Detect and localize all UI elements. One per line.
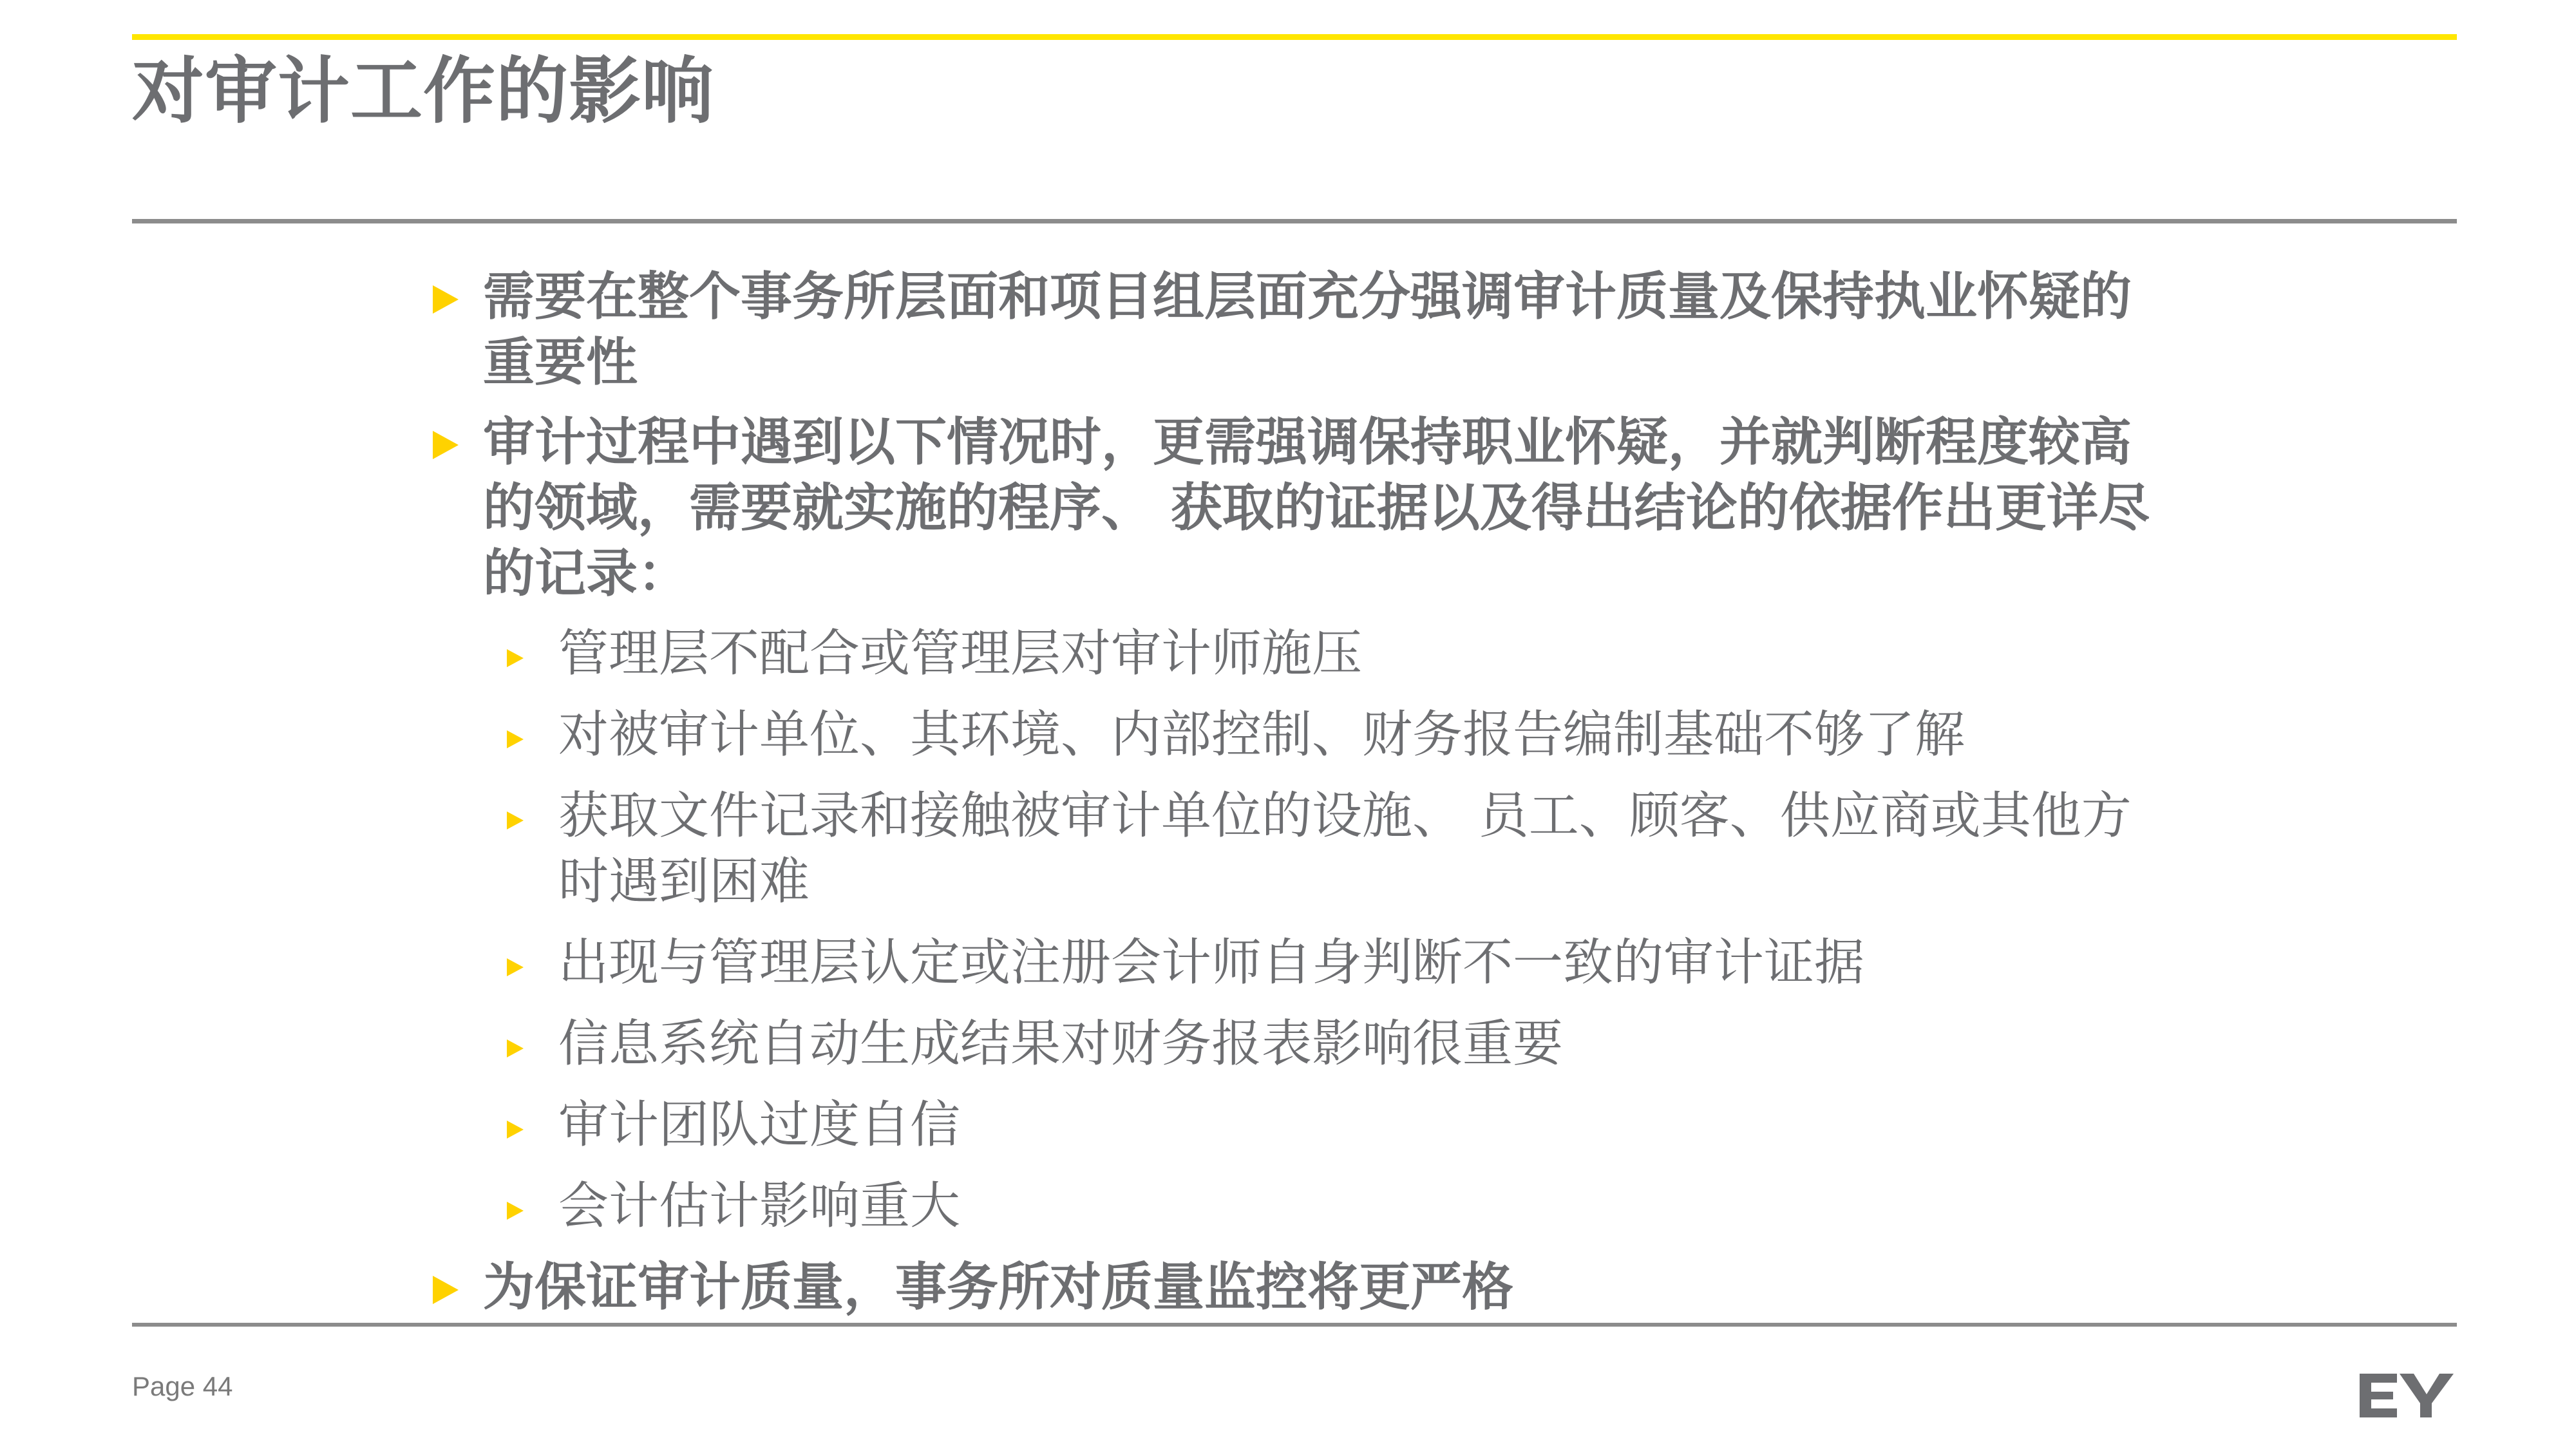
list-item bbox=[431, 1255, 2157, 1320]
sub-bullet-text: 出现与管理层认定或注册会计师自身判断不一致的审计证据 bbox=[558, 934, 1865, 992]
bullet-text: 为保证审计质量，事务所对质量监控将更严格 bbox=[483, 1257, 1513, 1317]
footer-divider bbox=[132, 1323, 2457, 1327]
sub-list-item bbox=[506, 783, 2157, 914]
bullet-text: 需要在整个事务所层面和项目组层面充分强调审计质量及保持执业怀疑的重要性 bbox=[483, 267, 2132, 392]
sub-bullet-text: 信息系统自动生成结果对财务报表影响很重要 bbox=[558, 1015, 1564, 1073]
sub-list-item bbox=[506, 621, 2157, 687]
triangle-bullet-icon bbox=[433, 431, 459, 459]
bullet-text: 审计过程中遇到以下情况时，更需强调保持职业怀疑，并就判断程度较高的领域，需要就实施的程序、 获取的证据以及得出结论的依据作出更详尽的记录： bbox=[483, 412, 2150, 603]
sub-list-item bbox=[506, 1011, 2157, 1077]
triangle-bullet-icon bbox=[433, 1276, 459, 1304]
bullet-list bbox=[431, 264, 2157, 1334]
sub-bullet-text: 管理层不配合或管理层对审计师施压 bbox=[558, 625, 1363, 683]
title-divider bbox=[132, 219, 2457, 223]
ey-logo bbox=[2357, 1368, 2460, 1420]
sub-list-item bbox=[506, 702, 2157, 768]
sub-bullet-text: 获取文件记录和接触被审计单位的设施、 员工、顾客、供应商或其他方时遇到困难 bbox=[558, 787, 2132, 911]
triangle-bullet-icon bbox=[507, 730, 524, 748]
sub-list-item bbox=[506, 1092, 2157, 1158]
triangle-bullet-icon bbox=[433, 285, 459, 314]
sub-list-item bbox=[506, 930, 2157, 996]
sub-bullet-text: 审计团队过度自信 bbox=[558, 1096, 961, 1154]
triangle-bullet-icon bbox=[507, 649, 524, 667]
triangle-bullet-icon bbox=[507, 1039, 524, 1057]
slide-title: 对审计工作的影响 bbox=[132, 50, 714, 133]
sub-bullet-text: 对被审计单位、其环境、内部控制、财务报告编制基础不够了解 bbox=[558, 706, 1965, 764]
triangle-bullet-icon bbox=[507, 811, 524, 829]
top-accent-rule bbox=[132, 34, 2457, 40]
list-item bbox=[431, 264, 2157, 395]
triangle-bullet-icon bbox=[507, 1121, 524, 1139]
triangle-bullet-icon bbox=[507, 958, 524, 976]
page-number: Page 44 bbox=[132, 1371, 233, 1401]
sub-bullet-text: 会计估计影响重大 bbox=[558, 1177, 961, 1235]
sub-list-item bbox=[506, 1173, 2157, 1239]
list-item bbox=[431, 410, 2157, 607]
triangle-bullet-icon bbox=[507, 1202, 524, 1220]
